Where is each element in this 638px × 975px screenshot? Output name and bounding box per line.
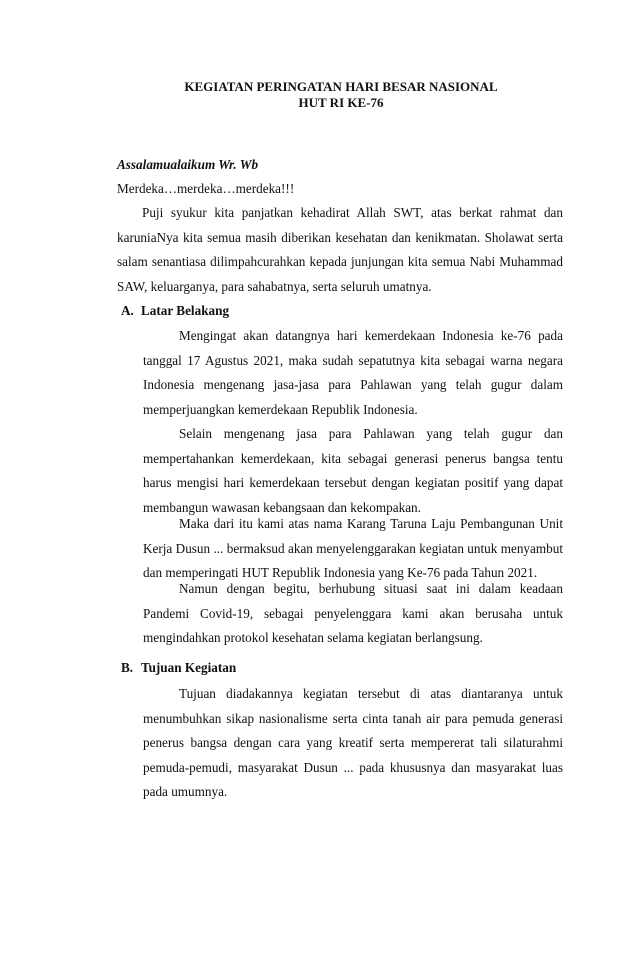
greeting: Assalamualaikum Wr. Wb xyxy=(117,157,259,172)
document-title-line1: KEGIATAN PERINGATAN HARI BESAR NASIONAL xyxy=(184,79,498,94)
section-title: Latar Belakang xyxy=(141,303,230,318)
section-letter: A. xyxy=(121,303,134,318)
section-heading-b xyxy=(121,660,236,676)
section-title: Tujuan Kegiatan xyxy=(141,660,237,675)
document-title-line2: HUT RI KE-76 xyxy=(298,95,384,110)
paragraph-a3: Maka dari itu kami atas nama Karang Taruna Laju Pembangunan Unit Kerja Dusun ... bermaksud akan menyelenggarakan kegiatan untuk menyambut dan memperingati HUT Republik Indonesia yang Ke-76 pada Tahun 2021. xyxy=(143,516,563,580)
paragraph-a4: Namun dengan begitu, berhubung situasi saat ini dalam keadaan Pandemi Covid-19, sebagai penyelenggara kami akan berusaha untuk mengindahkan protokol kesehatan selama kegiatan berlangsung. xyxy=(143,581,563,645)
paragraph-b1: Tujuan diadakannya kegiatan tersebut di atas diantaranya untuk menumbuhkan sikap nasionalisme serta cinta tanah air para pemuda generasi penerus bangsa dengan cara yang kreatif serta mempererat tali silaturahmi pemuda-pemudi, masyarakat Dusun ... pada khususnya dan masyarakat luas pada umumnya. xyxy=(143,686,563,799)
merdeka-line: Merdeka…merdeka…merdeka!!! xyxy=(117,181,295,196)
section-heading-a xyxy=(121,303,229,319)
section-letter: B. xyxy=(121,660,134,675)
paragraph-a1: Mengingat akan datangnya hari kemerdekaan Indonesia ke-76 pada tanggal 17 Agustus 2021, maka sudah sepatutnya kita sebagai warna negara Indonesia mengenang jasa-jasa para Pahlawan yang telah gugur dalam memperjuangkan kemerdekaan Republik Indonesia. xyxy=(143,328,563,417)
paragraph-a2: Selain mengenang jasa para Pahlawan yang telah gugur dan mempertahankan kemerdekaan, kita sebagai generasi penerus bangsa tentu harus mengisi hari kemerdekaan tersebut dengan kegiatan positif yang dapat membangun wawasan kebangsaan dan kekompakan. xyxy=(143,426,563,515)
intro-paragraph: Puji syukur kita panjatkan kehadirat Allah SWT, atas berkat rahmat dan karuniaNya kita semua masih diberikan kesehatan dan kenikmatan. Sholawat serta salam senantiasa dilimpahcurahkan kepada junjungan kita semua Nabi Muhammad SAW, keluarganya, para sahabatnya, serta seluruh umatnya. xyxy=(117,205,563,294)
